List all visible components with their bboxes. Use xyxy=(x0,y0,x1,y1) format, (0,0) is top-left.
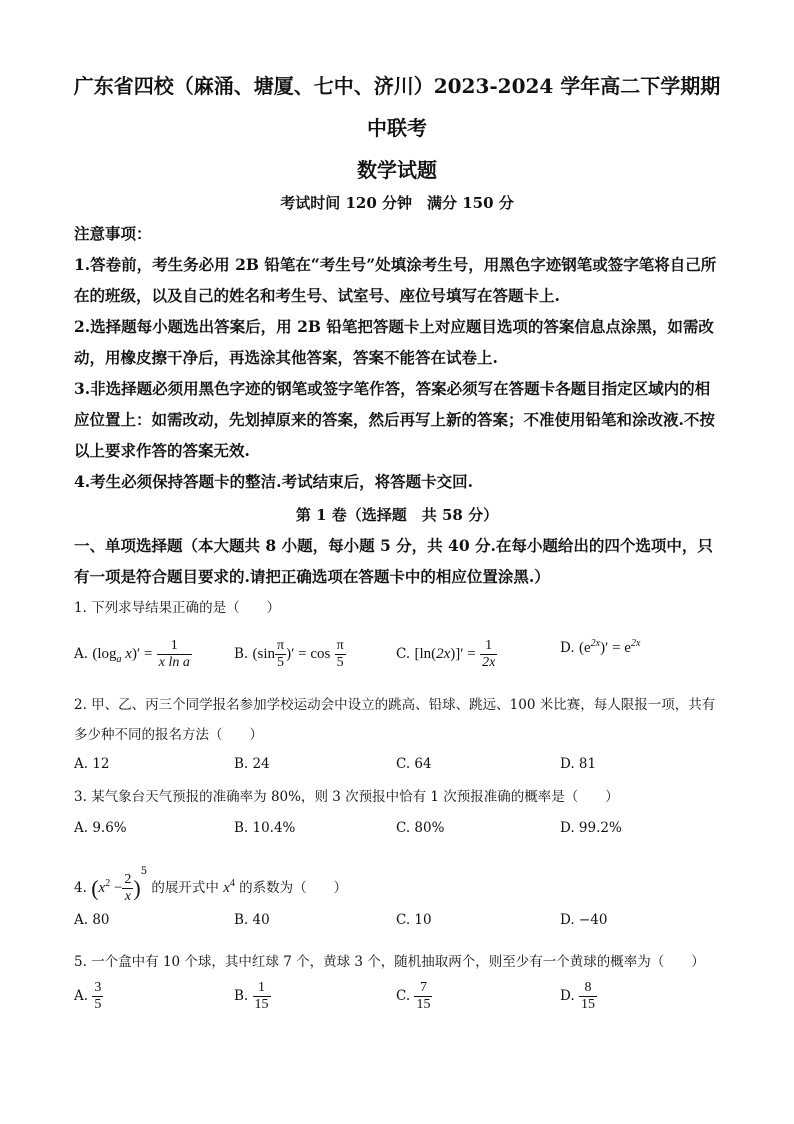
option-b: B. (sin $\frac{\pi}{5}$ )′ = cos $\frac{\pi}{5}$ xyxy=(234,638,344,670)
option-d: D. −40 xyxy=(560,912,608,928)
option-c: C. $\frac{7}{15}$ xyxy=(396,980,431,1012)
exam-info: 考试时间 120 分钟 满分 150 分 xyxy=(280,194,514,212)
question-5-stem: 5. 一个盒中有 10 个球，其中红球 7 个，黄球 3 个，随机抽取两个，则至少有一个黄球的概率为（ ） xyxy=(74,954,705,970)
option-c: C. 10 xyxy=(396,912,432,928)
question-1-stem: 1. 下列求导结果正确的是（ ） xyxy=(74,600,281,616)
notice-item: 3.非选择题必须用黑色字迹的钢笔或签字笔作答，答案必须写在答题卡各题目指定区域内的相应位置上：如需改动，先划掉原来的答案，然后再写上新的答案；不准使用铅笔和涂改液.不按以上要求作答的答案无效. xyxy=(74,379,715,460)
question-5-options xyxy=(74,980,724,1020)
notice-item: 2.选择题每小题选出答案后，用 2B 铅笔把答题卡上对应题目选项的答案信息点涂黑，如需改动，用橡皮擦干净后，再选涂其他答案，答案不能答在试卷上. xyxy=(74,317,714,367)
option-d: D. $\frac{8}{15}$ xyxy=(560,980,595,1012)
section-title: 一、单项选择题（本大题共 8 小题，每小题 5 分，共 40 分.在每小题给出的四个选项中，只有一项是符合题目要求的.请把正确选项在答题卡中的相应位置涂黑.） xyxy=(74,536,713,586)
notice-item: 1.答卷前，考生务必用 2B 铅笔在“考生号”处填涂考生号，用黑色字迹钢笔或签字笔将自己所在的班级，以及自己的姓名和考生号、试室号、座位号填写在答题卡上. xyxy=(74,255,717,305)
exam-title-line2: 中联考 xyxy=(367,116,427,140)
option-a: A. ($\log_a$ x)′ = $\frac{1}{\text{x ln a}}$ xyxy=(74,638,190,670)
question-3-stem: 3. 某气象台天气预报的准确率为 80%，则 3 次预报中恰有 1 次预报准确的概率是（ ） xyxy=(74,789,619,805)
option-b: B. 24 xyxy=(234,756,270,772)
question-2-stem: 2. 甲、乙、丙三个同学报名参加学校运动会中设立的跳高、铅球、跳远、100 米比赛，每人限报一项，共有多少种不同的报名方法（ ） xyxy=(74,697,716,743)
question-4-stem: 4. ($x^2$ − $\frac{2}{x}$ )$^5$ 的展开式中 $x^4$ 的系数为（ ） xyxy=(74,866,348,904)
question-3-options xyxy=(74,820,724,844)
option-c: C. 64 xyxy=(396,756,432,772)
option-c: C. 80% xyxy=(396,820,445,836)
question-2-options xyxy=(74,756,724,780)
subject-title: 数学试题 xyxy=(357,158,437,182)
option-a: A. 12 xyxy=(74,756,110,772)
notice-section xyxy=(74,218,724,497)
option-c: C. [ln(2x)]′ = $\frac{1}{2x}$ xyxy=(396,638,496,670)
option-b: B. $\frac{1}{15}$ xyxy=(234,980,269,1012)
question-4-options xyxy=(74,912,724,936)
option-d: D. $(e^{2x})' = e^{2x}$ xyxy=(560,638,641,656)
option-b: B. 40 xyxy=(234,912,270,928)
option-b: B. 10.4% xyxy=(234,820,296,836)
question-1-options xyxy=(74,638,724,678)
notice-heading: 注意事项： xyxy=(74,224,152,243)
option-d: D. 81 xyxy=(560,756,597,772)
option-d: D. 99.2% xyxy=(560,820,622,836)
option-a: A. $\frac{3}{5}$ xyxy=(74,980,102,1012)
notice-item: 4.考生必须保持答题卡的整洁.考试结束后，将答题卡交回. xyxy=(74,472,473,491)
part1-heading: 第 1 卷（选择题 共 58 分） xyxy=(295,506,499,524)
option-a: A. 9.6% xyxy=(74,820,127,836)
exam-title-line1: 广东省四校（麻涌、塘厦、七中、济川）2023-2024 学年高二下学期期 xyxy=(73,74,721,98)
option-a: A. 80 xyxy=(74,912,110,928)
